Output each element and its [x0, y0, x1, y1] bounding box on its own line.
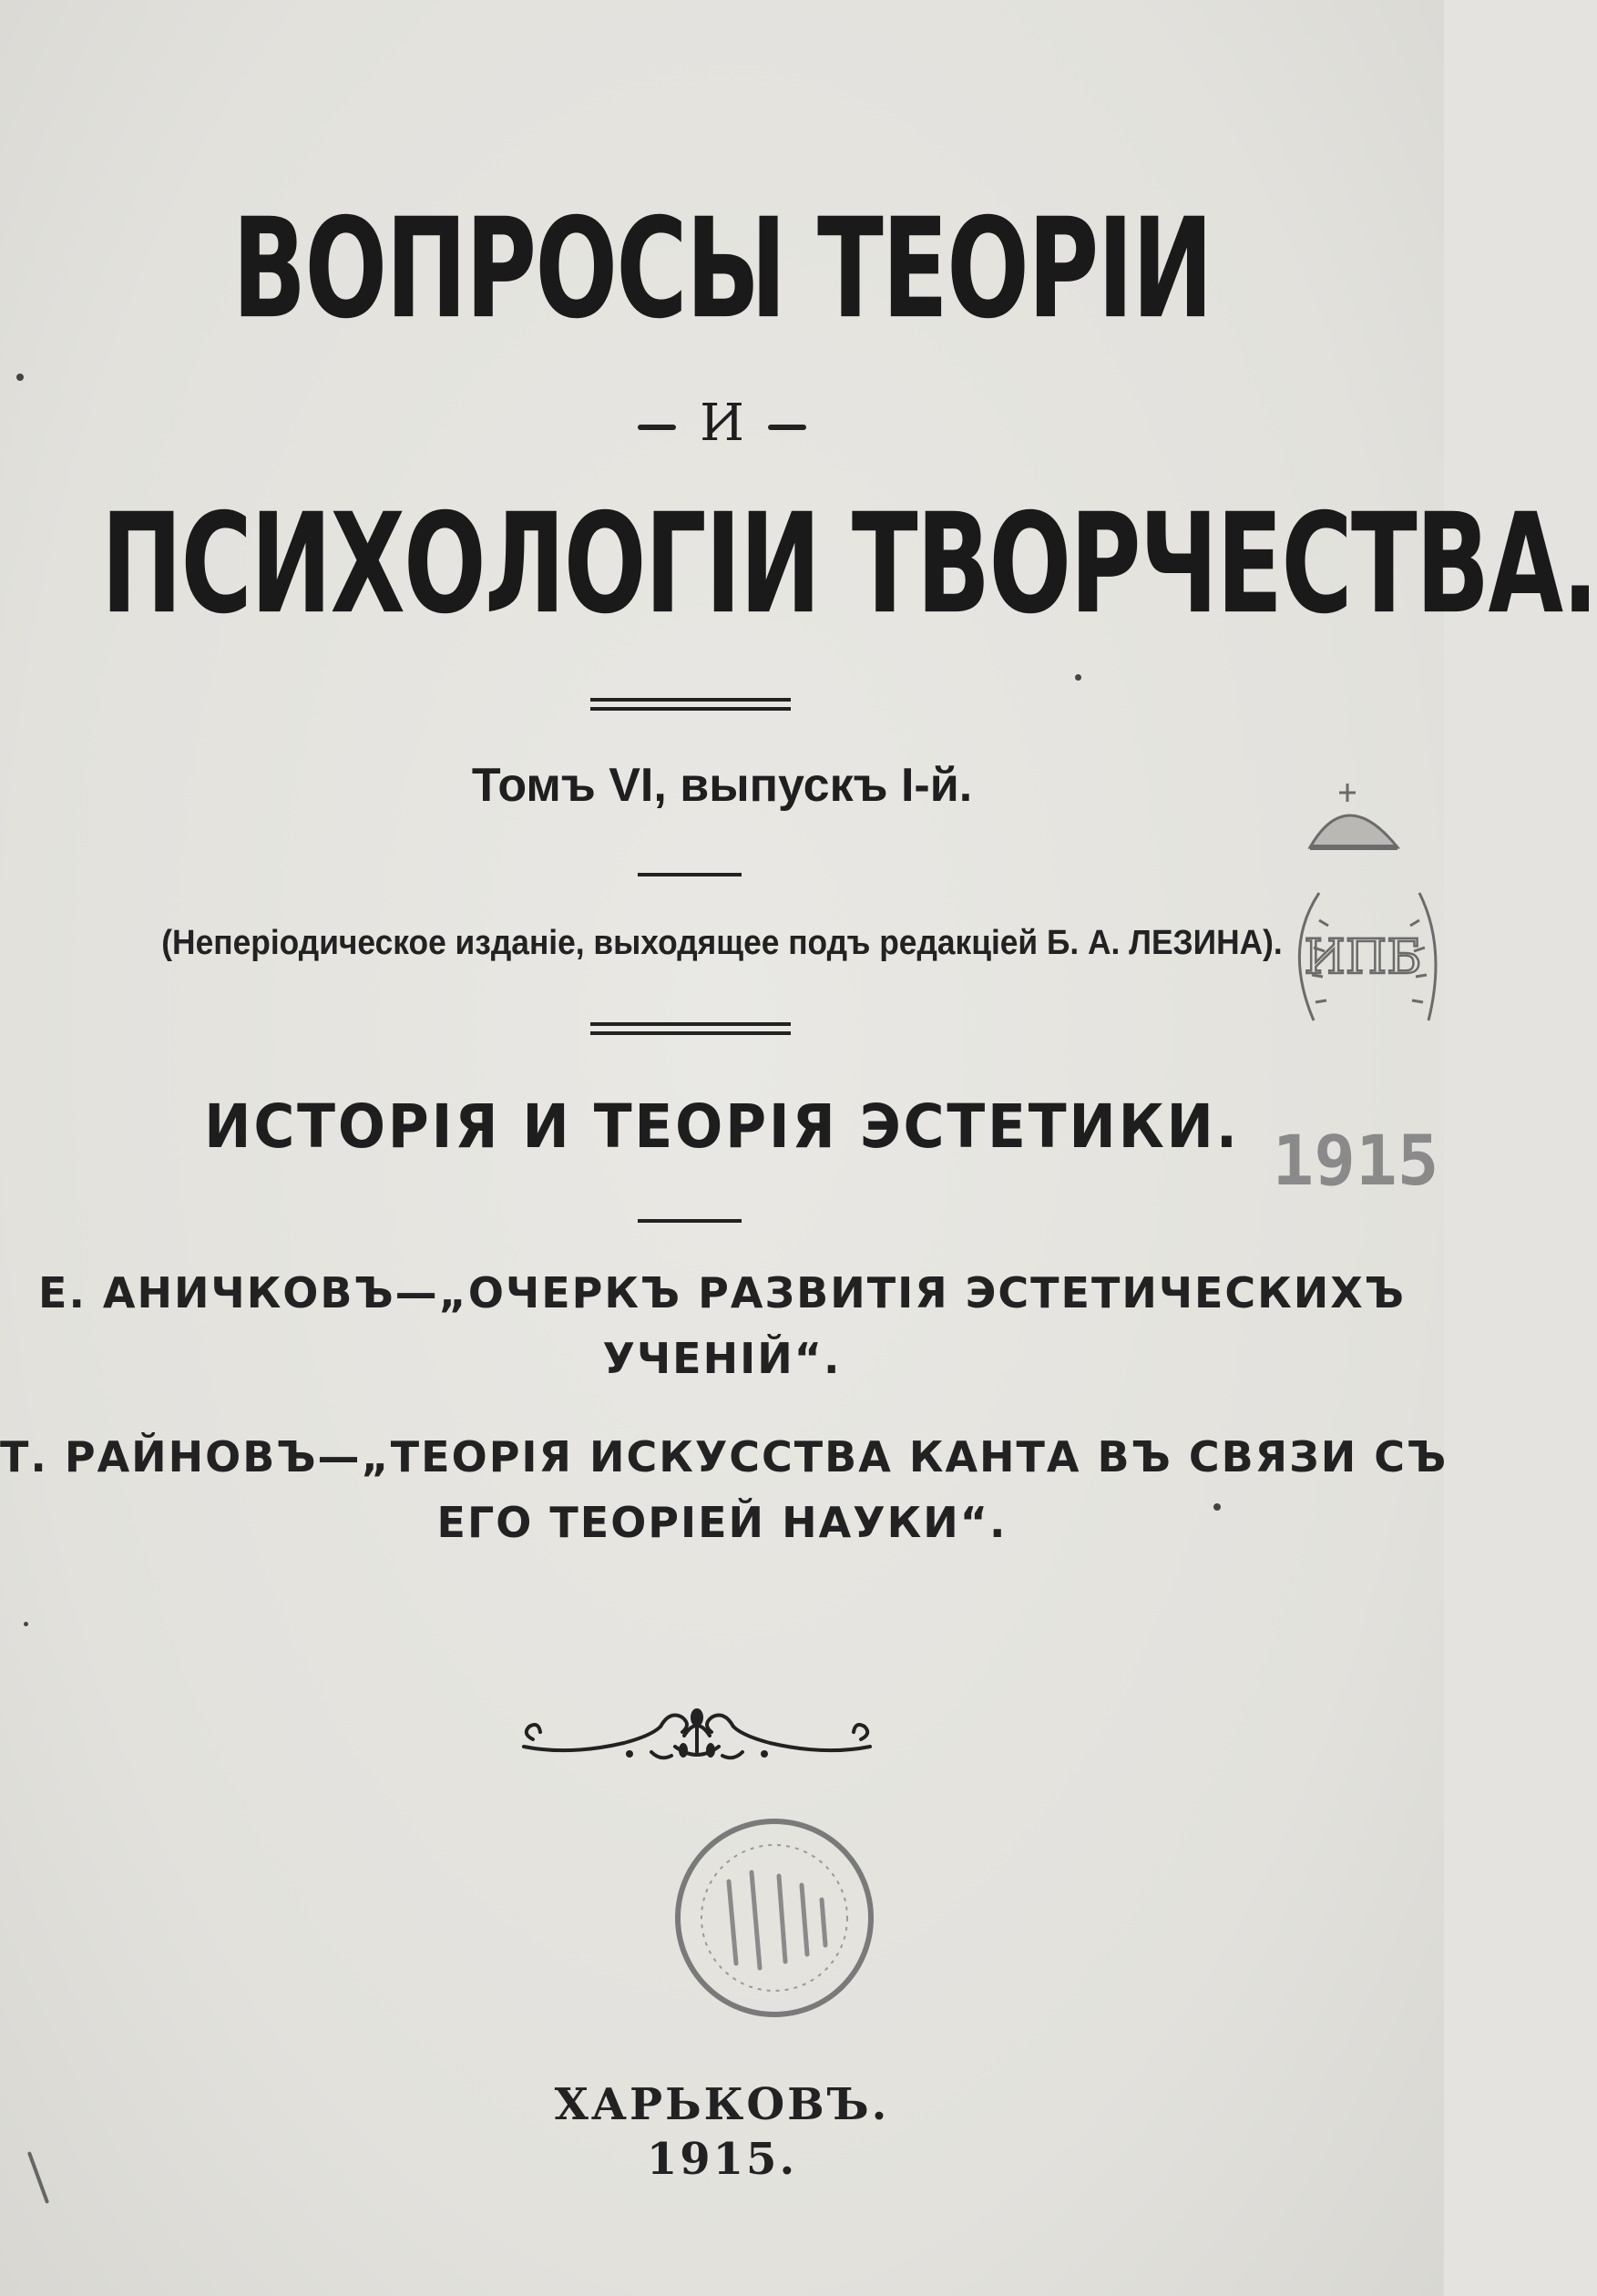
- round-library-stamp-icon: [665, 1809, 884, 2027]
- article-1-line-1: Е. АНИЧКОВЪ—„ОЧЕРКЪ РАЗВИТІЯ ЭСТЕТИЧЕСКИХЪ: [38, 1268, 1406, 1317]
- crown-wreath-stamp-icon: [1272, 756, 1444, 1212]
- library-stamp-year: 1915: [1272, 1120, 1439, 1201]
- print-speck: [16, 374, 24, 381]
- article-2-line-2: ЕГО ТЕОРІЕЙ НАУКИ“.: [436, 1498, 1008, 1547]
- single-rule-2: [638, 1219, 742, 1223]
- title-line-1: ВОПРОСЫ ТЕОРІИ: [231, 190, 1213, 350]
- article-1-line-2: УЧЕНІЙ“.: [602, 1334, 842, 1383]
- conjunction-text: И: [700, 394, 744, 453]
- library-stamp-letters: ИПБ: [1304, 930, 1422, 985]
- volume-info: Томъ VI, выпускъ I-й.: [471, 759, 973, 812]
- article-2-line-1: Т. РАЙНОВЪ—„ТЕОРІЯ ИСКУССТВА КАНТА ВЪ СВЯЗИ СЪ: [0, 1432, 1449, 1481]
- right-dash-ornament: [768, 425, 806, 430]
- double-rule-1: [590, 698, 791, 711]
- single-rule-1: [638, 873, 742, 876]
- imprint-year: 1915.: [646, 2134, 798, 2185]
- print-speck: [24, 1622, 28, 1626]
- section-title: ИСТОРІЯ И ТЕОРІЯ ЭСТЕТИКИ.: [204, 1092, 1240, 1162]
- imprint-place: ХАРЬКОВЪ.: [554, 2079, 890, 2130]
- edition-note: (Непеpiодическое изданiе, выходящее подъ редакцiей Б. А. ЛЕЗИНА).: [161, 924, 1283, 962]
- double-rule-2: [590, 1022, 791, 1035]
- scroll-ornament-icon: [515, 1699, 879, 1772]
- left-dash-ornament: [638, 425, 676, 430]
- print-speck: [1075, 674, 1081, 681]
- print-speck: [1213, 1503, 1221, 1511]
- title-line-2: ПСИХОЛОГІИ ТВОРЧЕСТВА.: [100, 485, 1597, 645]
- title-conjunction: [0, 394, 1444, 453]
